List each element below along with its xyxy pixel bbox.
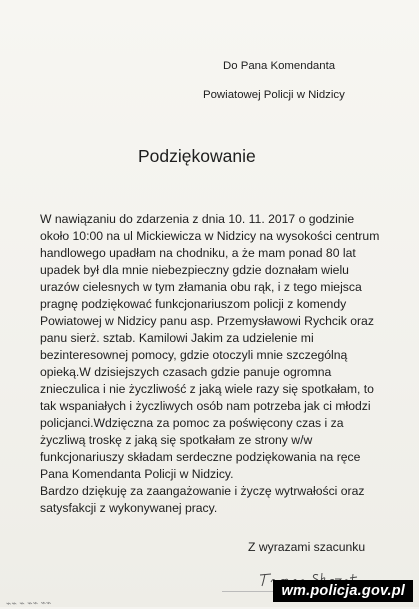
body-line: opieką.W dzisiejszych czasach gdzie panuje ogromna <box>40 365 332 379</box>
body-line: bezinteresownej pomocy, gdzie otoczyli mnie szczególną <box>40 348 348 362</box>
body-line: panu sierż. sztab. Kamilowi Jakim za udzielenie mi <box>40 331 314 345</box>
letter-title: Podziękowanie <box>138 146 256 166</box>
body-line: policjanci.Wdzięczna za pomoc za poświęcony czas i za <box>40 416 344 430</box>
body-line: Pana Komendanta Policji w Nidzicy. <box>40 467 234 481</box>
body-line: funkcjonariuszy składam serdeczne podziękowania na ręce <box>40 450 361 464</box>
recipient-line-1: Do Pana Komendanta <box>223 60 336 72</box>
body-line: pragnę podziękować funkcjonariuszom policji z komendy <box>40 297 347 311</box>
body-line: W nawiązaniu do zdarzenia z dnia 10. 11. 2017 o godzinie <box>40 212 355 226</box>
body-line: satysfakcji z wykonywanej pracy. <box>40 501 218 515</box>
margin-scribble: ⌁⌁ ⌁ ⌁⌁ ⌁⌁ <box>5 597 52 609</box>
body-line: tak wspaniałych i życzliwych osób nam potrzeba jak ci młodzi <box>40 399 371 413</box>
body-line: Powiatowej w Nidzicy panu asp. Przemysławowi Rychcik oraz <box>40 314 374 328</box>
body-line: życzliwą troskę z jaką się spotkałam ze strony w/w <box>40 433 313 447</box>
body-line: Bardzo dziękuję za zaangażowanie i życzę wytrwałości oraz <box>40 484 365 498</box>
body-line: urazów cielesnych w tym złamania obu rąk, i z tego miejsca <box>40 280 362 294</box>
watermark: wm.policja.gov.pl <box>273 580 413 602</box>
body-line: znieczulica i nie życzliwość z jaką wiele razy się spotkałam, to <box>40 382 374 396</box>
body-line: około 10:00 na ul Mickiewicza w Nidzicy na wysokości centrum <box>40 229 380 243</box>
recipient-line-2: Powiatowej Policji w Nidzicy <box>203 89 345 101</box>
body-line: handlowego upadłam na chodniku, a że mam ponad 80 lat <box>40 246 356 260</box>
body-line: upadek był dla mnie niebezpieczny gdzie doznałam wielu <box>40 263 349 277</box>
closing-line: Z wyrazami szacunku <box>248 540 366 554</box>
